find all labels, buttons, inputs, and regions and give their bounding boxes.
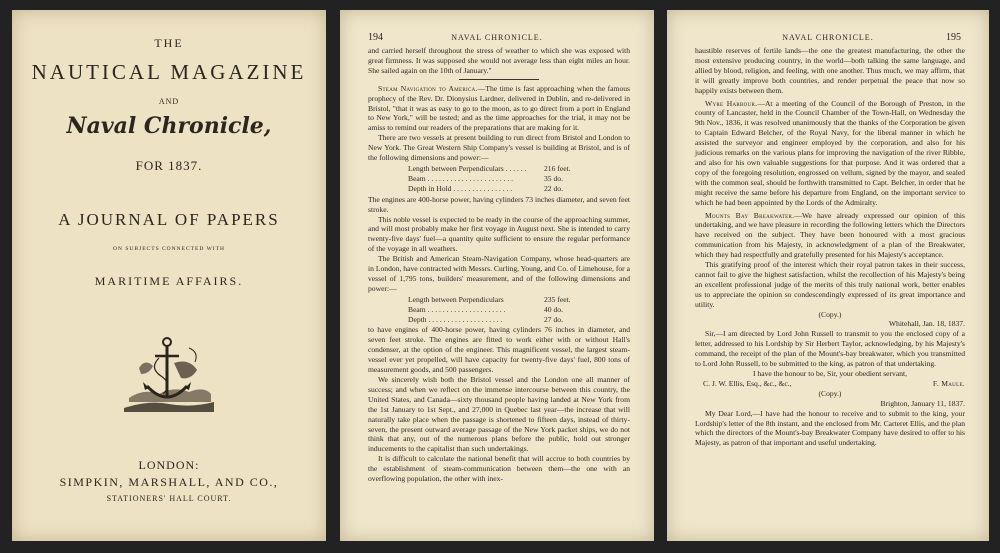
copy-label: (Copy.) (818, 309, 842, 319)
section-heading: Mounts Bay Breakwater. (705, 210, 795, 220)
imprint-publisher: SIMPKIN, MARSHALL, AND CO., (59, 475, 279, 489)
running-title: NAVAL CHRONICLE. (782, 33, 874, 42)
paragraph: Wyre Harbour.—At a meeting of the Council of the Borough of Preston, in the county of Lancaster, held in the Council Chamber of the Town-Hall, on Wednesday the 9th Nov., 1836, it was resolved unanimously that the thanks of the Corporation be given to Captain Edward Belcher, of the Royal Navy, for the liberal manner in which he assisted the surveyor and engineer employed by the corporation, and also for his judicious remarks on the various plans for improving the navigation of the river Ribble, and also for his own valuable suggestions for that purpose. And it was ordered that a copy of the foregoing resolution, engrossed on vellum, signed by the mayor, and sealed with the common seal, should be forthwith transmitted to Capt. Belcher, in order that he might receive the same before his departure from England, on the important service to which he had been appointed by the Lords of the Admiralty. (695, 98, 965, 207)
anchor-vignette-image (119, 328, 219, 418)
section-heading: Steam Navigation to America. (378, 83, 478, 93)
magazine-title: NAUTICAL MAGAZINE (31, 60, 307, 84)
addressee: C. J. W. Ellis, Esq., &c., &c., (703, 378, 792, 388)
journal-subtitle: A JOURNAL OF PAPERS (58, 210, 280, 229)
paragraph: This noble vessel is expected to be ready in the course of the approaching summer, and will most probably make her first voyage in August next. She is intended to carry twenty-five days' fuel—a quantity quite sufficient to ensure the regular performance of the voyage in all weathers. (368, 214, 630, 254)
letter-closing: I have the honour to be, Sir, your obedient servant, (752, 369, 908, 378)
dimension-row: Length between Perpendiculars . . . . . . 216 feet. (408, 163, 571, 173)
title-and: AND (158, 97, 180, 106)
page-body (695, 46, 965, 535)
paragraph: and carried herself throughout the stress of weather to which she was exposed with great firmness. It was supposed she would not average less than eight miles an hour. She sailed again on the 10th of January." (368, 46, 630, 75)
letter-text: Sir,—I am directed by Lord John Russell to transmit to you the enclosed copy of a letter, addressed to his Lordship by Sir Herbert Taylor, acknowledging, by his Majesty's command, the receipt of the plan of the Mount's-bay breakwater, which you transmitted to Lord John Russell, to be submitted to the king, as patron of that undertaking. (695, 329, 965, 369)
page-195 (667, 10, 989, 541)
maritime-line: MARITIME AFFAIRS. (94, 274, 244, 288)
page-header (368, 32, 626, 44)
title-the: THE (154, 36, 184, 50)
paragraph: haustible reserves of fertile lands—the one the greatest manufacturing, the other the most extensive producing country, in the world—both talking the same language, and allied by blood, religion, and feeling, with one another. Thus much, we may affirm, that it will greatly improve both countries, and render perpetual the peace that now so happily exists between them. (695, 46, 965, 95)
copy-label: (Copy.) (818, 388, 842, 398)
dimension-row: Depth in Hold . . . . . . . . . . . . . . . . 22 do. (408, 183, 563, 193)
dimension-row: Beam . . . . . . . . . . . . . . . . . . . . . . . 35 do. (408, 173, 563, 183)
section-divider (459, 79, 539, 80)
running-title: NAVAL CHRONICLE. (451, 33, 543, 42)
dimensions-table (408, 164, 630, 194)
paragraph: to have engines of 400-horse power, having cylinders 76 inches in diameter, and seven feet stroke. The engines are fitted to work either with or without Hall's condenser, at the option of the engineer. This magnificent vessel, the largest steam-vessel ever yet propelled, will have capacity for twenty-five days' fuel, 800 tons of measurement goods, and 500 passengers. (368, 325, 630, 375)
paragraph: Mounts Bay Breakwater.—We have already expressed our opinion of this undertaking, and we have pleasure in recording the following letters which the Directors have received on the subject. They have been honoured with a most gracious communication from his Majesty, in acknowledgment of a plan of the Breakwater, which they had respectfully and gratefully presented for his Majesty's acceptance. (695, 210, 965, 260)
letter-text: My Dear Lord,—I have had the honour to receive and to submit to the king, your Lordship's letter of the 8th instant, and the enclosed from Mr. Carteret Ellis, and the plan which the directors of the Mount's-bay Breakwater Company have desired to offer to his Majesty, as patron of that important and useful undertaking. (695, 408, 965, 448)
page-194 (340, 10, 654, 541)
letter-signoff (695, 379, 965, 389)
page-number: 195 (946, 32, 961, 43)
imprint-city: LONDON: (138, 458, 200, 472)
dimension-row: Beam . . . . . . . . . . . . . . . . . . . . . 40 do. (408, 304, 563, 314)
dateline: Brighton, January 11, 1837. (880, 398, 965, 408)
chronicle-title: Naval Chronicle, (66, 113, 272, 139)
signature: F. Maule. (932, 378, 965, 388)
dimension-row: Depth . . . . . . . . . . . . . . . . . . . . 27 do. (408, 314, 563, 324)
page-body (368, 46, 630, 535)
page-number: 194 (368, 32, 383, 43)
imprint-address: STATIONERS' HALL COURT. (106, 494, 232, 503)
paragraph: The engines are 400-horse power, having cylinders 73 inches diameter, and seven feet stroke. (368, 194, 630, 214)
paragraph: The British and American Steam-Navigation Company, whose head-quarters are in London, have contracted with Messrs. Curling, Young, and Co. of Limehouse, for a vessel of 1,795 tons, builders' measurement, and of the following dimensions and power:— (368, 254, 630, 293)
dimension-row: Length between Perpendiculars 235 feet. (408, 294, 571, 304)
paragraph: We sincerely wish both the Bristol vessel and the London one all manner of success; and when we reflect on the immense intercourse between this country, the United States, and Canada—sixty thousand people having landed at New York from the 1st January to 1st Sept., and 27,000 in Quebec last year—the increase that will naturally take place when the passage is shortened to fifteen days, instead of thirty-seven, the present outward average passage of the New York packet ships, we do not think that any, out of the numerous plans before the public, hold out stronger inducements to the capitalist than such undertakings. (368, 375, 630, 454)
title-year: FOR 1837. (135, 158, 203, 173)
paragraph: It is difficult to calculate the national benefit that will accrue to both countries by the establishment of steam-communication between them—the one with an overflowing population, the other with inex- (368, 454, 630, 484)
dimensions-table (408, 295, 630, 325)
title-page (12, 10, 326, 541)
dateline: Whitehall, Jan. 18, 1837. (888, 319, 965, 329)
paragraph: Steam Navigation to America.—The time is fast approaching when the famous prophecy of the Rev. Dr. Dionysius Lardner, delivered in Dublin, and re-delivered in Bristol, "that it was as easy to go to the moon, as to go direct from a port in England to New York," will be tested; and as the time approaches for the trial, it may not be amiss to remind our readers of the preparations that are making for it. (368, 83, 630, 133)
page-header (695, 32, 961, 44)
paragraph: This gratifying proof of the interest which their royal patron takes in their success, cannot fail to give the highest satisfaction, whilst the recollection of his Majesty's being an excellent professional judge of the merits of this truly national work, better enables us to appreciate the opinion so condescendingly expressed of its great importance and utility. (695, 260, 965, 309)
subjects-line: ON SUBJECTS CONNECTED WITH (113, 246, 225, 252)
paragraph: There are two vessels at present building to run direct from Bristol and London to New York. The Great Western Ship Company's vessel is building at Bristol, and is of the following dimensions and power:— (368, 133, 630, 163)
section-heading: Wyre Harbour. (705, 98, 758, 108)
